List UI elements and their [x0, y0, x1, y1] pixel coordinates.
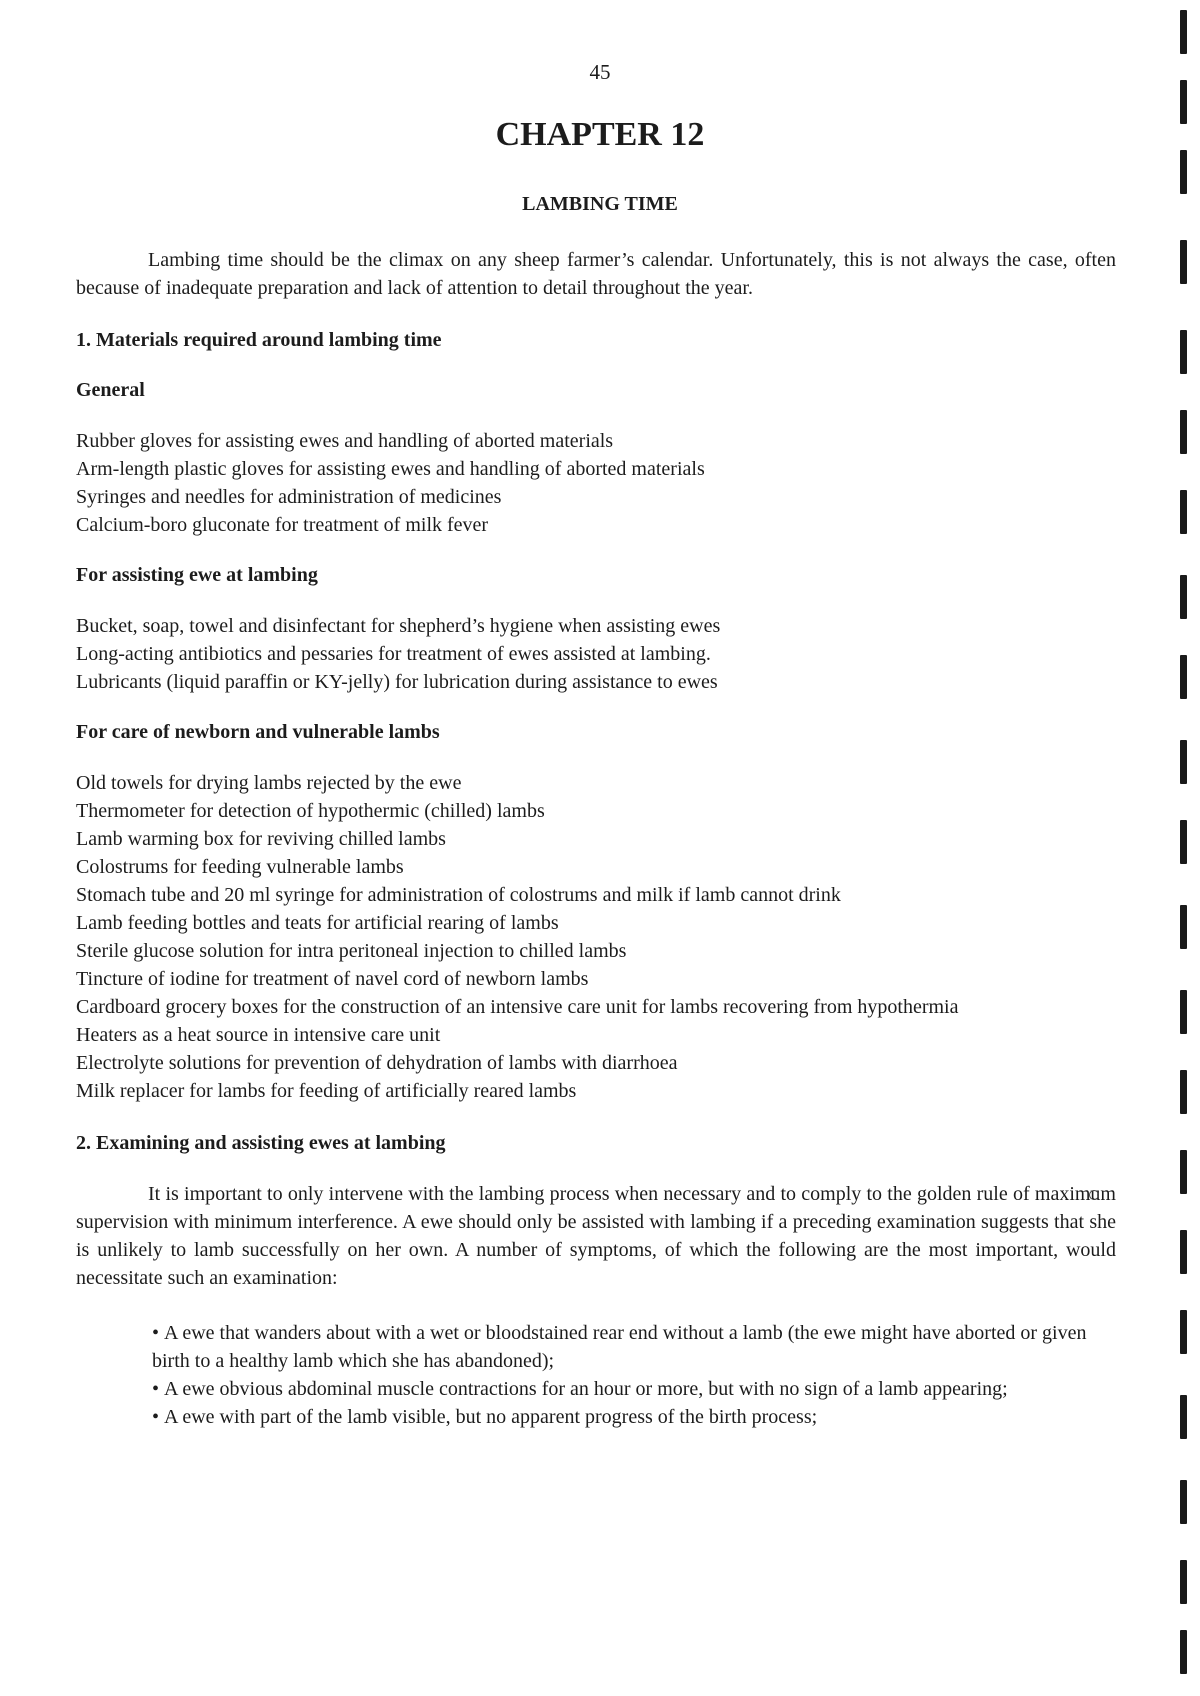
binding-hole-icon [1180, 1230, 1187, 1274]
assisting-list [76, 612, 1116, 696]
list-item: Lubricants (liquid paraffin or KY-jelly) for lubrication during assistance to ewes [76, 671, 718, 693]
binding-hole-icon [1180, 330, 1187, 374]
bullet-icon: • [152, 1378, 160, 1400]
binding-hole-icon [1180, 1395, 1187, 1439]
bullet-text: A ewe obvious abdominal muscle contractions for an hour or more, but with no sign of a lamb appearing; [164, 1378, 1008, 1400]
examining-paragraph: It is important to only intervene with the lambing process when necessary and to comply to the golden rule of maximum supervision with minimum interference. A ewe should only be assisted with lambing if a preceding examination suggests that she is unlikely to lamb successfully on her own. A number of symptoms, of which the following are the most important, would necessitate such an examination: [76, 1183, 1116, 1289]
list-item: Cardboard grocery boxes for the construction of an intensive care unit for lambs recovering from hypothermia [76, 996, 959, 1018]
examining-heading: 2. Examining and assisting ewes at lambing [76, 1132, 446, 1154]
binding-hole-icon [1180, 80, 1187, 124]
bullet-item [152, 1319, 1116, 1375]
binding-hole-icon [1180, 820, 1187, 864]
list-item: Old towels for drying lambs rejected by the ewe [76, 772, 462, 794]
bullet-text: A ewe that wanders about with a wet or bloodstained rear end without a lamb (the ewe might have aborted or given birth to a healthy lamb which she has abandoned); [152, 1322, 1087, 1372]
binding-hole-icon [1180, 240, 1187, 284]
binding-hole-icon [1180, 905, 1187, 949]
list-item: Rubber gloves for assisting ewes and handling of aborted materials [76, 430, 614, 452]
list-item: Tincture of iodine for treatment of navel cord of newborn lambs [76, 968, 589, 990]
binding-hole-icon [1180, 10, 1187, 54]
binding-hole-icon [1180, 410, 1187, 454]
general-subheading: General [76, 379, 145, 401]
bullet-icon: • [152, 1322, 160, 1344]
binding-hole-icon [1180, 740, 1187, 784]
stray-mark-icon [1089, 1190, 1099, 1200]
page-content [76, 246, 1116, 1431]
binding-hole-icon [1180, 1070, 1187, 1114]
binding-hole-icon [1180, 1560, 1187, 1604]
binding-hole-icon [1180, 490, 1187, 534]
general-list [76, 427, 1116, 539]
list-item: Milk replacer for lambs for feeding of artificially reared lambs [76, 1080, 577, 1102]
list-item: Arm-length plastic gloves for assisting ewes and handling of aborted materials [76, 458, 705, 480]
list-item: Long-acting antibiotics and pessaries for treatment of ewes assisted at lambing. [76, 643, 711, 665]
list-item: Thermometer for detection of hypothermic (chilled) lambs [76, 800, 545, 822]
list-item: Stomach tube and 20 ml syringe for administration of colostrums and milk if lamb cannot drink [76, 884, 841, 906]
list-item: Bucket, soap, towel and disinfectant for shepherd’s hygiene when assisting ewes [76, 615, 721, 637]
binding-hole-icon [1180, 150, 1187, 194]
symptom-bullets [76, 1319, 1116, 1431]
list-item: Electrolyte solutions for prevention of dehydration of lambs with diarrhoea [76, 1052, 678, 1074]
list-item: Syringes and needles for administration of medicines [76, 486, 502, 508]
section-title: LAMBING TIME [522, 193, 678, 215]
binding-hole-icon [1180, 1310, 1187, 1354]
binding-holes [1180, 0, 1190, 1696]
bullet-item [152, 1375, 1116, 1403]
newborn-list [76, 769, 1116, 1105]
binding-hole-icon [1180, 1630, 1187, 1674]
list-item: Sterile glucose solution for intra peritoneal injection to chilled lambs [76, 940, 627, 962]
binding-hole-icon [1180, 575, 1187, 619]
assisting-subheading: For assisting ewe at lambing [76, 564, 318, 586]
bullet-icon: • [152, 1406, 160, 1428]
newborn-subheading: For care of newborn and vulnerable lambs [76, 721, 440, 743]
list-item: Calcium-boro gluconate for treatment of milk fever [76, 514, 489, 536]
binding-hole-icon [1180, 1150, 1187, 1194]
binding-hole-icon [1180, 990, 1187, 1034]
chapter-title: CHAPTER 12 [495, 116, 705, 153]
bullet-text: A ewe with part of the lamb visible, but no apparent progress of the birth process; [164, 1406, 818, 1428]
list-item: Heaters as a heat source in intensive care unit [76, 1024, 441, 1046]
list-item: Colostrums for feeding vulnerable lambs [76, 856, 404, 878]
page-number: 45 [589, 60, 611, 84]
list-item: Lamb feeding bottles and teats for artificial rearing of lambs [76, 912, 559, 934]
bullet-item [152, 1403, 1116, 1431]
binding-hole-icon [1180, 655, 1187, 699]
intro-paragraph: Lambing time should be the climax on any sheep farmer’s calendar. Unfortunately, this is not always the case, often because of inadequate preparation and lack of attention to detail throughout the year. [76, 249, 1116, 299]
materials-heading: 1. Materials required around lambing time [76, 329, 442, 351]
binding-hole-icon [1180, 1480, 1187, 1524]
list-item: Lamb warming box for reviving chilled lambs [76, 828, 446, 850]
